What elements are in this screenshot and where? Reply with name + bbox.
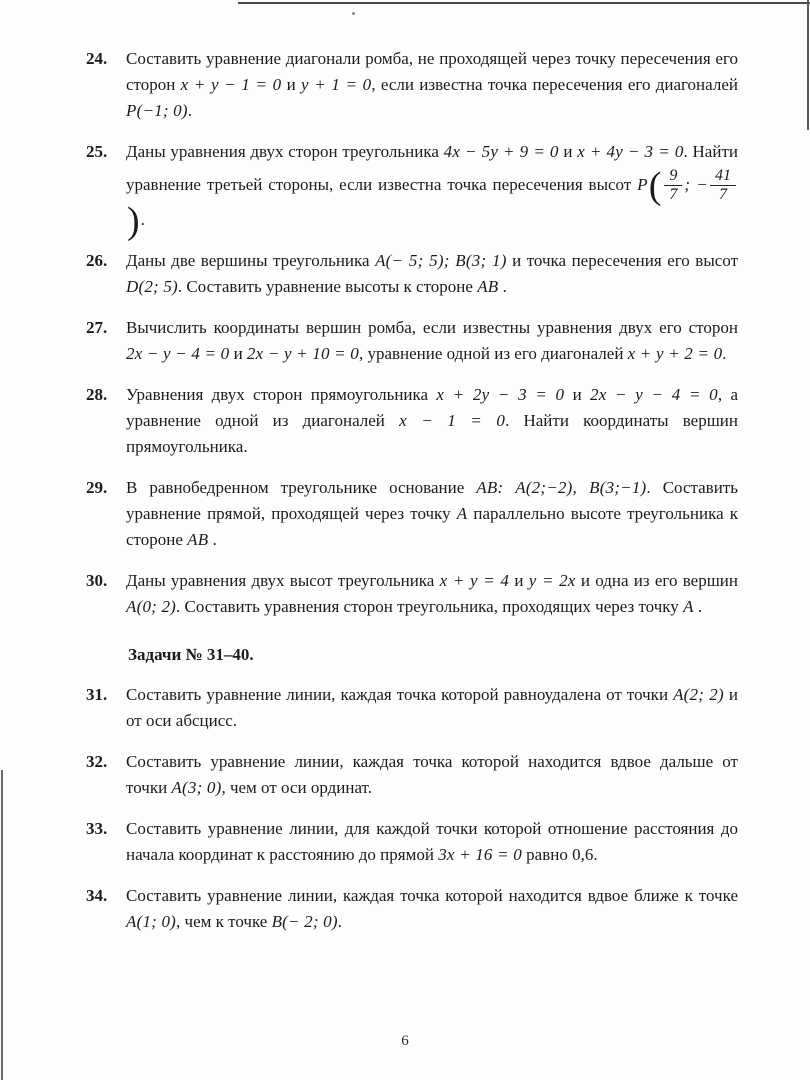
text-run: . Найти уравнение третьей стороны, если известна точка пересечения высот: [126, 142, 738, 194]
problem-number: 28.: [86, 384, 108, 404]
math-expression: x + 4y − 3 = 0: [577, 142, 684, 161]
math-expression: x − 1 = 0: [399, 410, 506, 430]
text-run: Даны две вершины треугольника: [126, 250, 376, 270]
problem-item: [86, 248, 738, 300]
problem-number: 30.: [86, 570, 108, 590]
text-run: параллельно высоте треугольника к стороне: [126, 503, 738, 549]
math-expression: y = 2x: [528, 570, 576, 590]
math-expression: A(0; 2): [126, 596, 177, 616]
text-run: и: [558, 142, 578, 161]
text-run: . Составить уравнения сторон треугольника, проходящих через точку: [176, 596, 684, 616]
text-run: Вычислить координаты вершин ромба, если известны уравнения двух его сторон: [126, 317, 738, 337]
problem-item: [86, 382, 738, 460]
section-heading: Задачи № 31–40.: [128, 644, 254, 664]
problem-text: [126, 248, 738, 300]
problem-number: 33.: [86, 818, 108, 838]
math-expression: P(−1; 0): [126, 101, 188, 120]
text-run: Составить уравнение диагонали ромба, не проходящей через точку пересечения его сторон: [126, 49, 738, 94]
problem-number: 27.: [86, 317, 108, 337]
text-run: Уравнения двух сторон прямоугольника: [126, 384, 437, 404]
math-expression: AB: A(2;−2), B(3;−1): [476, 477, 647, 497]
problem-text: [126, 315, 738, 367]
problem-number: 29.: [86, 477, 108, 497]
text-run: , если известна точка пересечения его диагоналей: [371, 75, 738, 94]
problem-text: [126, 816, 738, 868]
problem-item: [86, 682, 738, 734]
problem-item: [86, 139, 738, 242]
problem-item: [86, 883, 738, 935]
fraction: [710, 167, 736, 205]
problem-item: [86, 46, 738, 124]
text-run: Составить уравнение линии, каждая точка которой равноудалена от точки: [126, 684, 674, 704]
math-expression: 4x − 5y + 9 = 0: [443, 142, 559, 161]
math-expression: A(1; 0): [126, 911, 177, 931]
math-expression: 2x − y + 10 = 0: [246, 343, 359, 363]
text-run: .: [187, 101, 192, 120]
problem-item: [86, 568, 738, 620]
text-run: . Найти координаты вершин прямоугольника.: [126, 410, 739, 456]
math-expression: A(3; 0): [171, 777, 222, 797]
problem-number: 24.: [86, 49, 108, 68]
math-expression: B(− 2; 0): [271, 911, 338, 931]
problem-number: 31.: [86, 684, 108, 704]
text-run: Составить уравнение линии, для каждой точки которой отношение расстояния до начала координат к расстоянию до прямой: [126, 818, 738, 864]
problem-item: [86, 315, 738, 367]
problem-text: [126, 749, 738, 801]
problem-text: [126, 682, 738, 734]
math-expression: 2x − y − 4 = 0: [126, 343, 230, 363]
math-expression: AB: [187, 529, 209, 549]
text-run: .: [498, 276, 507, 296]
problem-number: 32.: [86, 751, 108, 771]
math-expression: ; −: [684, 174, 708, 194]
problem-text: [126, 46, 738, 124]
text-run: .: [208, 529, 217, 549]
problem-text: [126, 568, 738, 620]
math-expression: AB: [477, 276, 499, 296]
math-expression: x + y − 1 = 0: [180, 75, 282, 94]
page-number: 6: [401, 1033, 409, 1049]
text-run: , уравнение одной из его диагоналей: [358, 343, 628, 363]
text-run: и от оси абсцисс.: [126, 684, 738, 730]
math-expression: A: [456, 503, 468, 523]
big-paren: (: [648, 164, 662, 207]
problem-number: 26.: [86, 250, 108, 270]
math-expression: A(− 5; 5); B(3; 1): [375, 250, 507, 270]
math-expression: x + y + 2 = 0: [627, 343, 723, 363]
text-run: .: [337, 911, 342, 931]
problem-number: 25.: [86, 142, 108, 161]
text-run: .: [722, 343, 727, 363]
text-run: и: [564, 384, 591, 404]
text-run: Составить уравнение линии, каждая точка которой находится вдвое дальше от точки: [126, 751, 738, 797]
problem-text: [126, 475, 738, 553]
text-run: и точка пересечения его высот: [506, 250, 738, 270]
problem-text: [126, 139, 738, 242]
fraction-numerator: 9: [664, 167, 682, 186]
scan-artifact-dot: [352, 12, 355, 15]
math-expression: D(2; 5): [126, 276, 178, 296]
math-expression: 2x − y − 4 = 0: [590, 384, 718, 404]
text-run: Даны уравнения двух сторон треугольника: [126, 142, 444, 161]
text-run: В равнобедренном треугольнике основание: [126, 477, 477, 497]
text-run: , чем от оси ординат.: [221, 777, 372, 797]
problem-number: 34.: [86, 885, 108, 905]
math-expression: 3x + 16 = 0: [438, 844, 522, 864]
math-expression: A: [683, 596, 694, 616]
text-run: , а уравнение одной из диагоналей: [126, 384, 739, 430]
scan-artifact-top-line: [238, 2, 810, 4]
text-run: Даны уравнения двух высот треугольника: [126, 570, 440, 590]
problem-item: [86, 749, 738, 801]
problem-text: [126, 883, 738, 935]
problem-item: [86, 475, 738, 553]
text-run: .: [140, 209, 145, 229]
big-paren: ): [127, 199, 140, 242]
text-run: , чем к точке: [176, 911, 272, 931]
text-run: . Составить уравнение прямой, проходящей через точку: [126, 477, 738, 523]
fraction-denominator: 7: [719, 186, 727, 204]
problem-text: [126, 382, 738, 460]
text-run: равно 0,6.: [521, 844, 598, 864]
fraction: [664, 167, 682, 205]
text-run: .: [693, 596, 703, 616]
text-run: и: [509, 570, 529, 590]
text-run: Составить уравнение линии, каждая точка которой находится вдвое ближе к точке: [126, 885, 738, 905]
fraction-denominator: 7: [669, 186, 678, 204]
problem-item: [86, 816, 738, 868]
text-run: и: [281, 75, 301, 94]
math-expression: x + y = 4: [439, 570, 510, 590]
scan-artifact-right-line: [807, 0, 809, 130]
math-expression: P: [637, 174, 648, 194]
math-expression: A(2; 2): [673, 684, 724, 704]
text-run: и одна из его вершин: [575, 570, 738, 590]
problems-list: [86, 46, 738, 950]
math-expression: x + 2y − 3 = 0: [436, 384, 565, 404]
text-run: . Составить уравнение высоты к стороне: [177, 276, 478, 296]
text-run: и: [229, 343, 247, 363]
fraction-numerator: 41: [710, 167, 736, 186]
math-expression: y + 1 = 0: [301, 75, 372, 94]
